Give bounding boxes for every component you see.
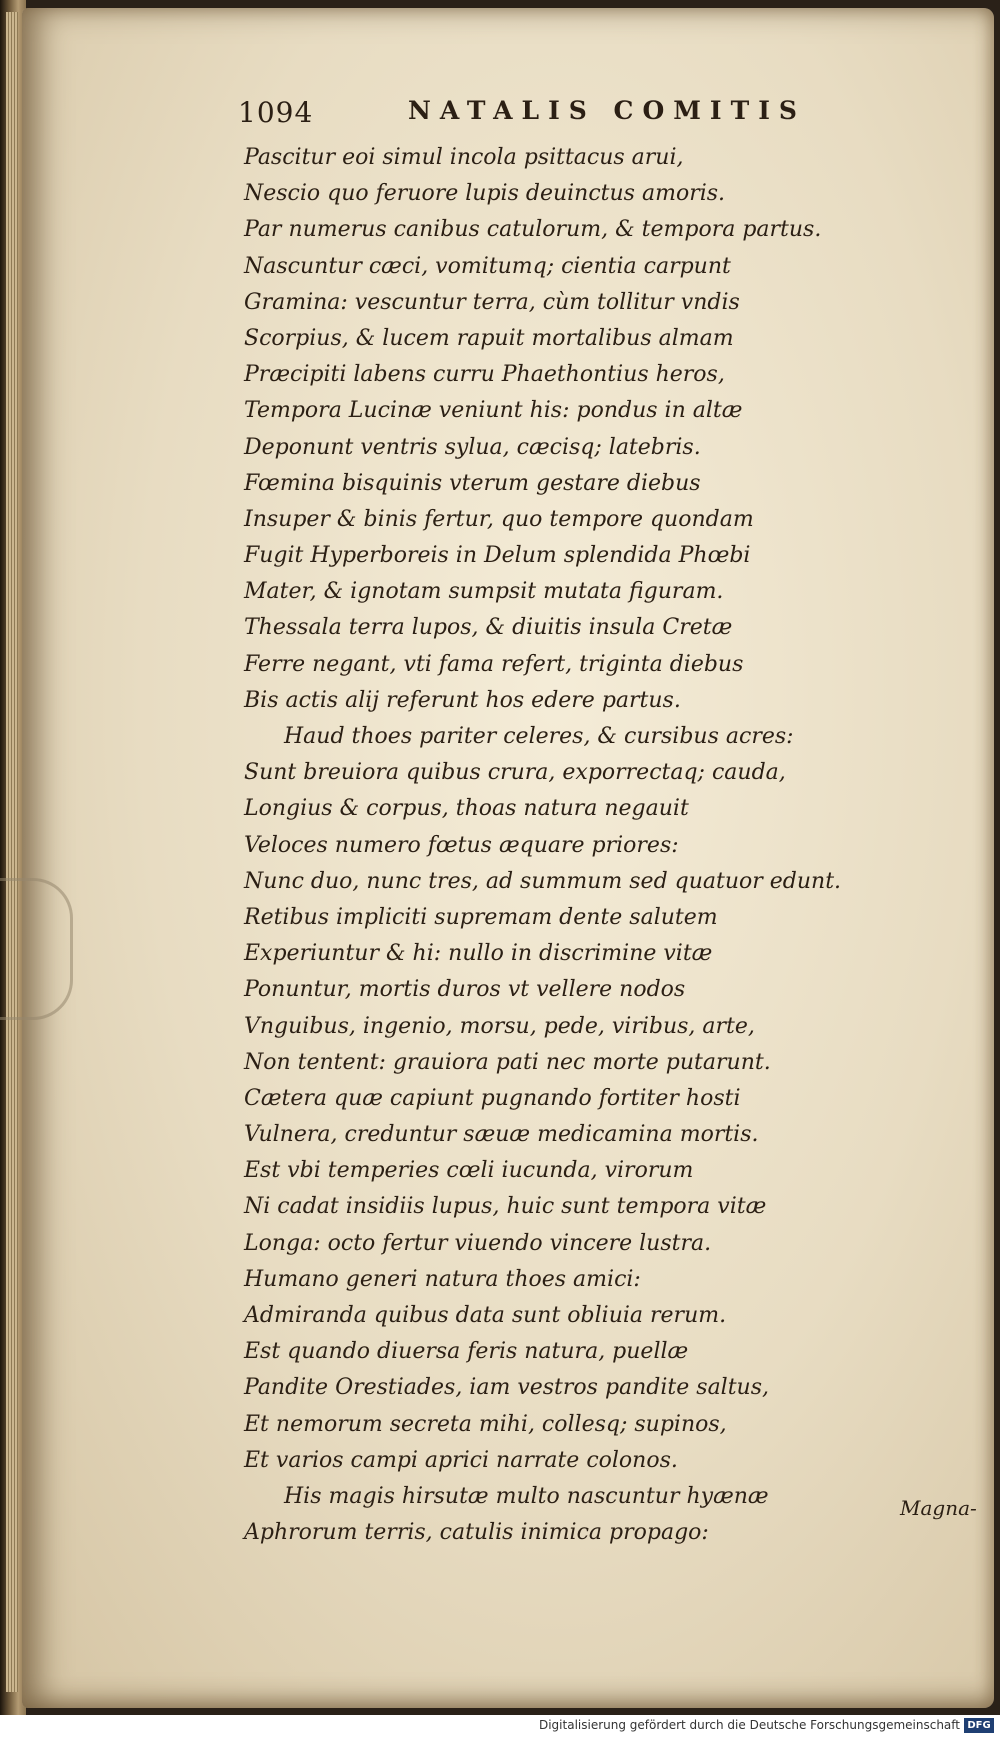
verse-line: Nascuntur cæci, vomitumq; cientia carpunt [244, 253, 731, 279]
verse-line: Fœmina bisquinis vterum gestare diebus [244, 470, 701, 496]
verse-line: Nescio quo feruore lupis deuinctus amoris. [244, 181, 726, 207]
verse-line: Tempora Lucinæ veniunt his: pondus in altæ [244, 398, 743, 424]
verse-line: Humano generi natura thoes amici: [244, 1266, 641, 1292]
verse-line: Ponuntur, mortis duros vt vellere nodos [244, 977, 686, 1003]
verse-line: Veloces numero fœtus æquare priores: [244, 832, 679, 858]
verse-line: Admiranda quibus data sunt obliuia rerum. [244, 1303, 727, 1328]
running-head: NATALIS COMITIS [408, 96, 806, 125]
verse-line: Ferre negant, vti fama refert, triginta diebus [244, 651, 744, 677]
verse-line: Vnguibus, ingenio, morsu, pede, viribus, arte, [244, 1013, 755, 1039]
verse-line: Est quando diuersa feris natura, puellæ [244, 1339, 689, 1365]
verse-line: Aphrorum terris, catulis inimica propago: [244, 1520, 709, 1546]
folio-number: 1094 [238, 96, 314, 129]
verse-line: Est vbi temperies cœli iucunda, virorum [244, 1158, 694, 1184]
catchword: Magna- [900, 1496, 977, 1520]
verse-line: Deponunt ventris sylua, cæcisq; latebris. [244, 434, 701, 460]
verse-line: Non tentent: grauiora pati nec morte putarunt. [244, 1049, 771, 1075]
verse-text-block [244, 140, 864, 1551]
verse-line: Pascitur eoi simul incola psittacus arui, [244, 145, 684, 170]
page-stack-edge [6, 12, 18, 1692]
verse-line: Ni cadat insidiis lupus, huic sunt tempora vitæ [244, 1194, 767, 1220]
verse-line: Sunt breuiora quibus crura, exporrectaq; cauda, [244, 760, 786, 786]
verse-line: Præcipiti labens curru Phaethontius heros, [244, 362, 725, 388]
verse-line: Mater, & ignotam sumpsit mutata figuram. [244, 579, 724, 605]
dfg-logo: DFG [964, 1718, 994, 1733]
verse-line: Insuper & binis fertur, quo tempore quondam [244, 506, 754, 532]
verse-line: Par numerus canibus catulorum, & tempora partus. [244, 217, 822, 243]
verse-line: Et varios campi aprici narrate colonos. [244, 1447, 678, 1473]
verse-line: Bis actis alij referunt hos edere partus. [244, 687, 681, 713]
verse-line: Fugit Hyperboreis in Delum splendida Phœbi [244, 543, 751, 569]
verse-line: Nunc duo, nunc tres, ad summum sed quatuor edunt. [244, 868, 842, 894]
verse-line: Retibus impliciti supremam dente salutem [244, 904, 718, 930]
page-header [238, 92, 818, 132]
clasp-outline [0, 878, 73, 1020]
verse-line: Experiuntur & hi: nullo in discrimine vitæ [244, 941, 713, 967]
verse-line: Cætera quæ capiunt pugnando fortiter hosti [244, 1085, 741, 1111]
digitization-footer [0, 1715, 1000, 1737]
verse-line: His magis hirsutæ multo nascuntur hyænæ [284, 1483, 769, 1509]
verse-line: Longius & corpus, thoas natura negauit [244, 796, 689, 822]
verse-line: Et nemorum secreta mihi, collesq; supinos, [244, 1411, 727, 1437]
verse-line: Scorpius, & lucem rapuit mortalibus almam [244, 325, 734, 351]
verse-line: Thessala terra lupos, & diuitis insula Cretæ [244, 615, 733, 641]
verse-line: Pandite Orestiades, iam vestros pandite saltus, [244, 1375, 770, 1401]
verse-line: Longa: octo fertur viuendo vincere lustra. [244, 1230, 712, 1256]
verse-line: Gramina: vescuntur terra, cùm tollitur vndis [244, 289, 740, 315]
verse-line: Vulnera, creduntur sæuæ medicamina mortis. [244, 1122, 759, 1148]
funding-credit: Digitalisierung gefördert durch die Deutsche Forschungsgemeinschaft [538, 1718, 960, 1732]
verse-line: Haud thoes pariter celeres, & cursibus acres: [284, 724, 794, 749]
